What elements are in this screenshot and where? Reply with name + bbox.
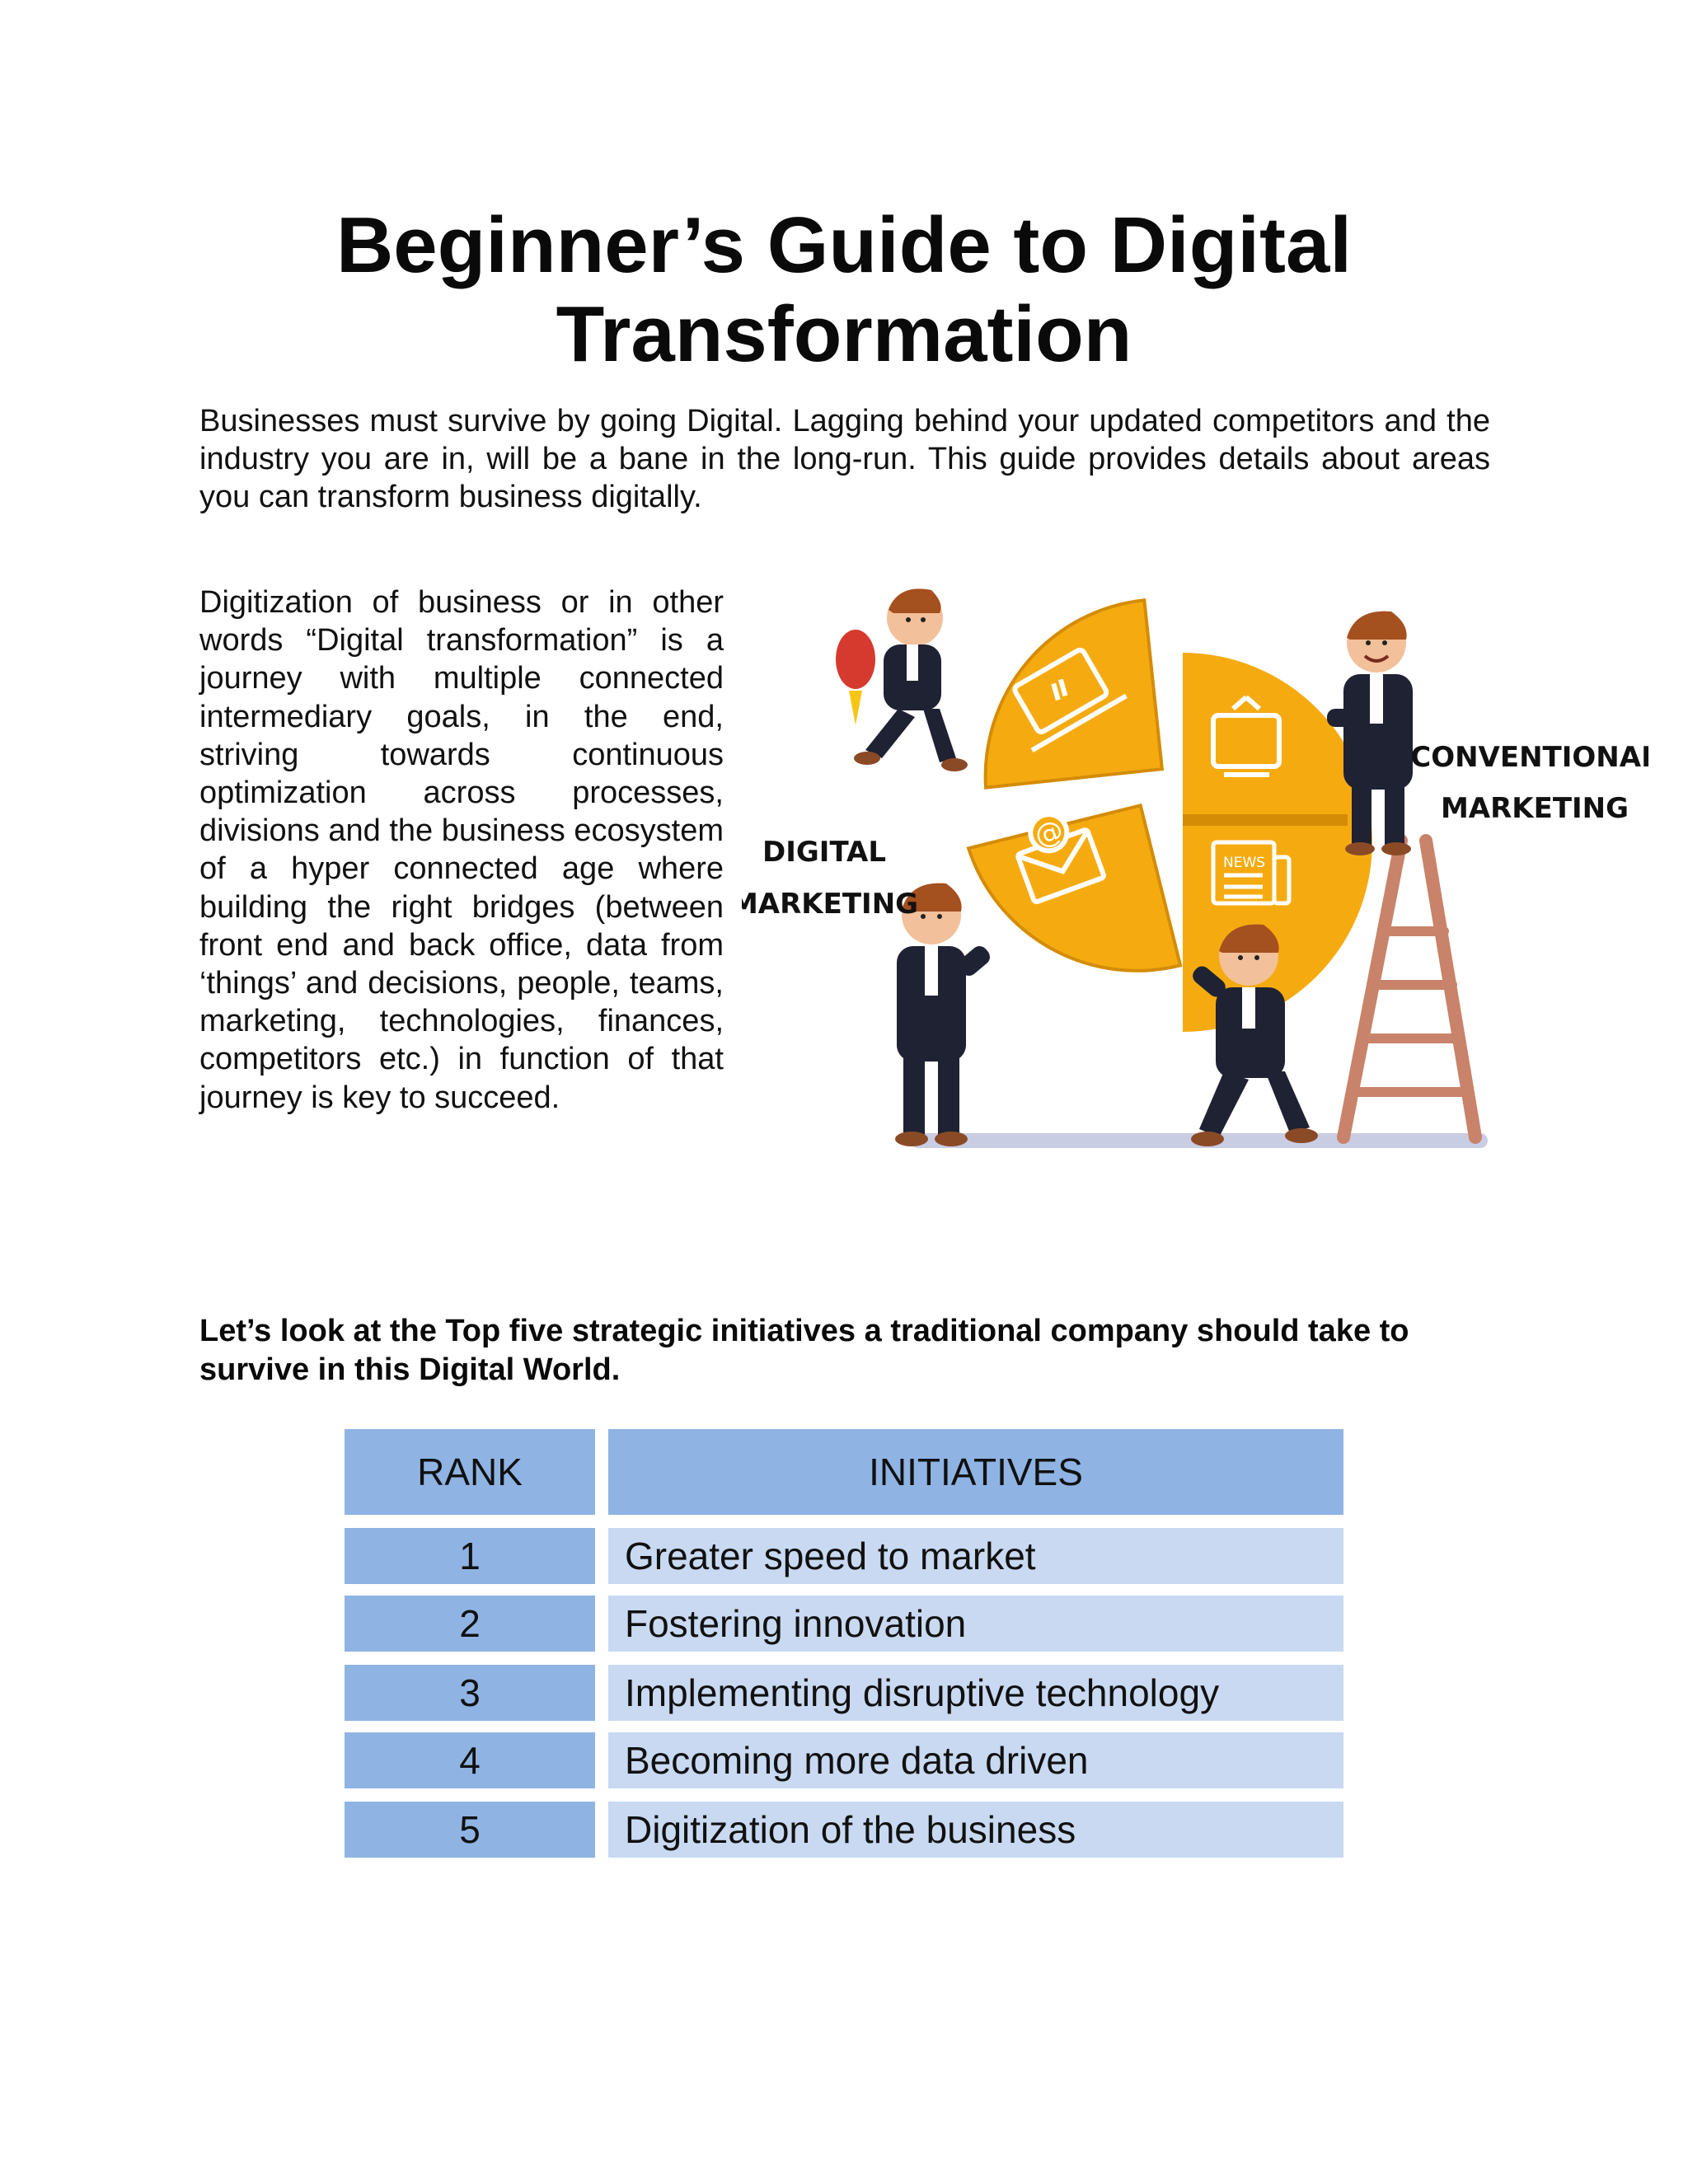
initiative-cell: Implementing disruptive technology [608, 1665, 1343, 1721]
businessman-standing [895, 883, 993, 1146]
rank-cell: 2 [345, 1596, 595, 1652]
initiative-cell: Greater speed to market [608, 1528, 1343, 1584]
email-symbol: @ [1029, 813, 1068, 854]
label-digital-marketing: MARKETING [742, 888, 919, 921]
label-conventional: CONVENTIONAL [1410, 741, 1648, 774]
intro-paragraph: Businesses must survive by going Digital. Lagging behind your updated competitors and the industry you are in, will be a bane in the long-run. This guide provides details about areas you can transform business digitally. [199, 404, 1490, 514]
digital-transformation-illustration [742, 569, 1648, 1162]
lead-paragraph: Let’s look at the Top five strategic initiatives a traditional company should take to survive in this Digital World. [199, 1314, 1409, 1387]
table-header [345, 1429, 1343, 1515]
table-row [345, 1596, 1343, 1652]
rank-cell: 5 [345, 1802, 595, 1858]
table-row [345, 1528, 1343, 1584]
rank-cell: 3 [345, 1665, 595, 1721]
page-title: Beginner’s Guide to Digital Transformation [335, 201, 1353, 378]
rank-cell: 4 [345, 1732, 595, 1788]
initiative-cell: Digitization of the business [608, 1802, 1343, 1858]
body-paragraph: Digitization of business or in other words “Digital transformation” is a journey with multiple connected intermediary goals, in the end, striving towards continuous optimization across processes, divisions and the business ecosystem of a hyper connected age where building the right bridges (between front end and back office, data from ‘things’ and decisions, people, teams, marketing, technologies, finances, competitors etc.) in function of that journey is key to succeed. [199, 585, 724, 1115]
rank-cell: 1 [345, 1528, 595, 1584]
table-row [345, 1732, 1343, 1788]
table-row [345, 1665, 1343, 1721]
label-conventional-marketing: MARKETING [1440, 792, 1629, 825]
pie-divider [1183, 814, 1348, 826]
initiatives-header: INITIATIVES [608, 1429, 1343, 1515]
label-digital: DIGITAL [762, 836, 886, 869]
initiative-cell: Fostering innovation [608, 1596, 1343, 1652]
businessman-jetpack [836, 588, 968, 771]
pie-chart-puzzle [968, 600, 1372, 1032]
news-label: NEWS [1223, 855, 1266, 871]
table-row [345, 1802, 1343, 1858]
initiative-cell: Becoming more data driven [608, 1732, 1343, 1788]
rank-header: RANK [345, 1429, 595, 1515]
